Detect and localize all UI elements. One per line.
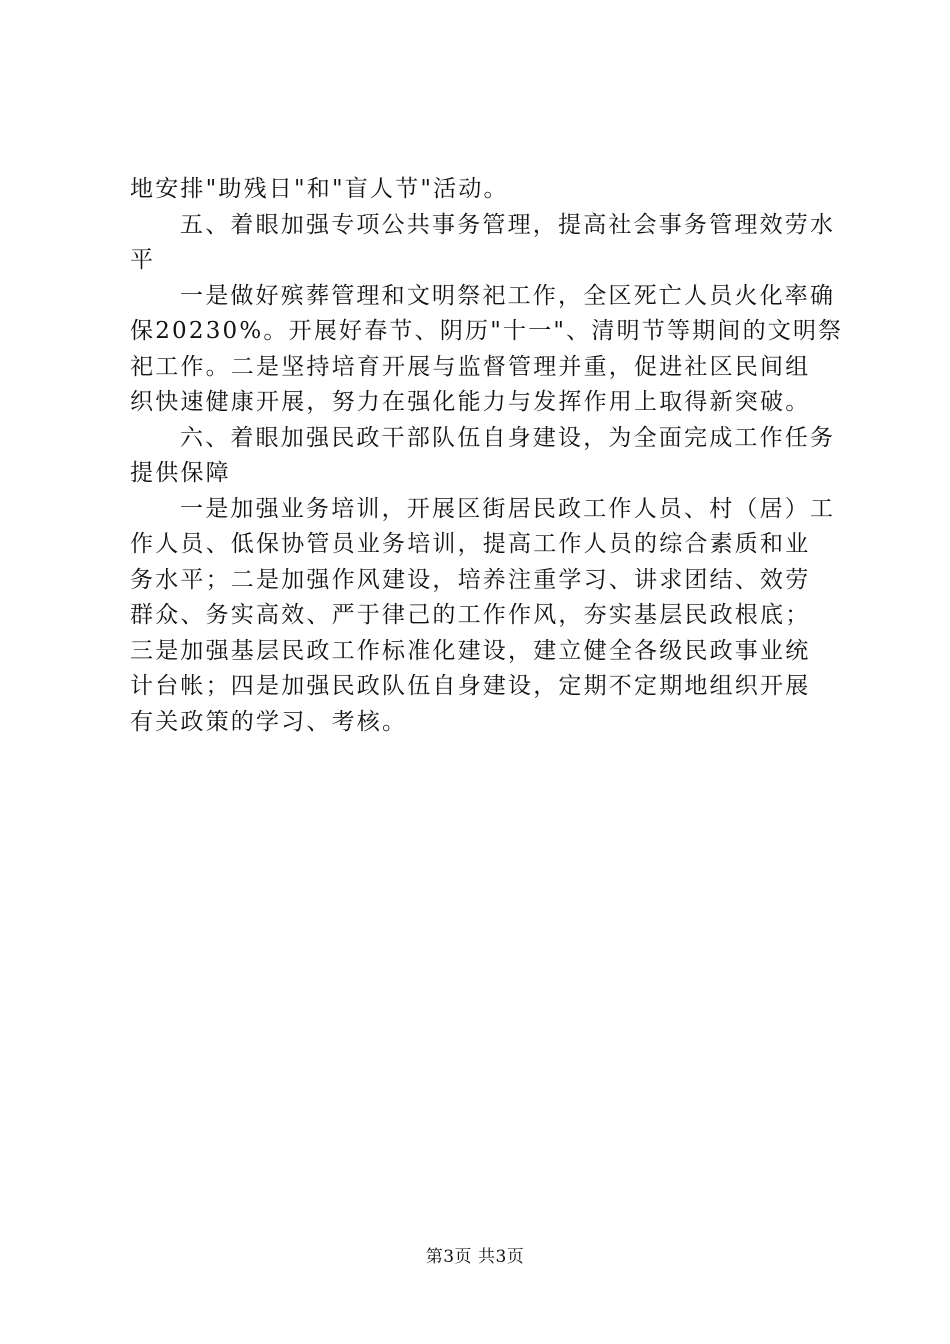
text-line-4: 一是做好殡葬管理和文明祭祀工作，全区死亡人员火化率确 [180,282,836,309]
text-line-14: 三是加强基层民政工作标准化建设，建立健全各级民政事业统 [130,637,811,664]
text-line-8: 六、着眼加强民政干部队伍自身建设，为全面完成工作任务 [180,424,836,451]
text-line-12: 务水平；二是加强作风建设，培养注重学习、讲求团结、效劳 [130,566,811,593]
page-footer: 第3页 共3页 [425,1247,525,1267]
text-line-15: 计台帐；四是加强民政队伍自身建设，定期不定期地组织开展 [130,673,811,699]
text-line-9: 提供保障 [130,460,231,486]
text-line-11: 作人员、低保协管员业务培训，提高工作人员的综合素质和业 [130,531,811,557]
text-line-10: 一是加强业务培训，开展区街居民政工作人员、村（居）工 [180,495,836,522]
text-line-13: 群众、务实高效、严于律己的工作作风，夯实基层民政根底； [130,602,811,628]
text-line-16: 有关政策的学习、考核。 [130,708,408,735]
text-line-3: 平 [130,247,156,273]
body-text [130,172,844,740]
text-line-1: 地安排"助残日"和"盲人节"活动。 [130,176,509,202]
text-line-7: 织快速健康开展，努力在强化能力与发挥作用上取得新突破。 [130,389,811,415]
text-line-5: 保20230%。开展好春节、阴历"十一"、清明节等期间的文明祭 [130,318,844,344]
text-line-6: 祀工作。二是坚持培育开展与监督管理并重，促进社区民间组 [130,353,811,380]
text-line-2: 五、着眼加强专项公共事务管理，提高社会事务管理效劳水 [180,211,836,238]
